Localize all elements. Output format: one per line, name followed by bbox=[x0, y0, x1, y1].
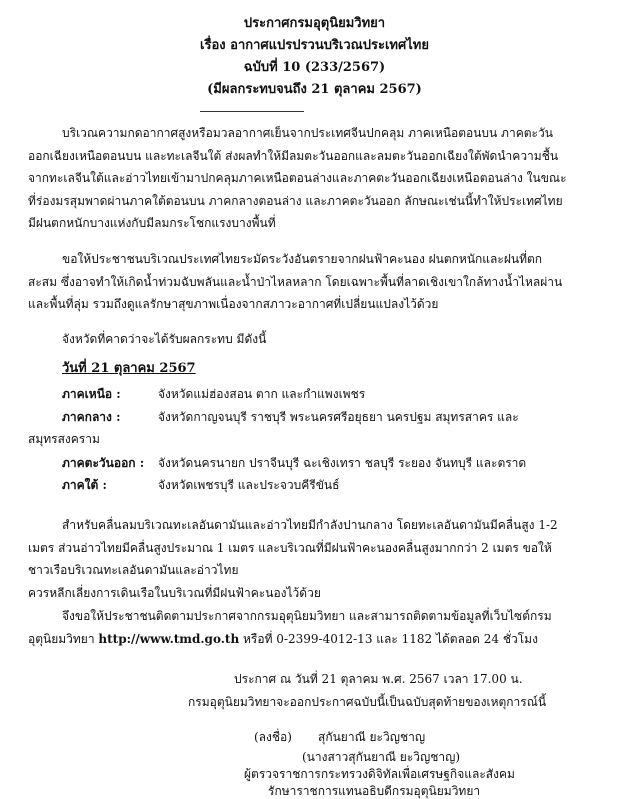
header-subject: เรื่อง อากาศแปรปรวนบริเวณประเทศไทย bbox=[200, 38, 429, 53]
para4-line3: ชาวเรือบริเวณทะเลอันดามันและอ่าวไทย bbox=[28, 563, 239, 577]
signature-name: สุกันยาณี ยะวิญชาญ bbox=[318, 730, 426, 744]
para1-line4: ที่ร่องมรสุมพาดผ่านภาคใต้ตอนบน ภาคกลางตอนล่าง และภาคตะวันออก ลักษณะเช่นนี้ทำให้ประเทศไทย bbox=[28, 194, 563, 208]
para2-line2: สะสม ซึ่งอาจทำให้เกิดน้ำท่วมฉับพลันและน้ำป่าไหลหลาก โดยเฉพาะพื้นที่ลาดเชิงเขาใกล้ทางน้ำไหลผ่าน bbox=[28, 275, 563, 289]
para4-line2: เมตร ส่วนอ่าวไทยมีคลื่นสูงประมาณ 1 เมตร และบริเวณที่มีฝนฟ้าคะนองคลื่นสูงมากกว่า 2 เมตร ขอให้ bbox=[28, 541, 552, 555]
final-notice-statement: กรมอุตุนิยมวิทยาจะออกประกาศฉบับนี้เป็นฉบับสุดท้ายของเหตุการณ์นี้ bbox=[188, 695, 547, 709]
header-effective-until: (มีผลกระทบจนถึง 21 ตุลาคม 2567) bbox=[207, 82, 422, 97]
header-issue-number: ฉบับที่ 10 (233/2567) bbox=[243, 60, 386, 75]
para4-line4: ควรหลีกเลี่ยงการเดินเรือในบริเวณที่มีฝนฟ้าคะนองไว้ด้วย bbox=[28, 586, 321, 600]
para5-line2-prefix: อุตุนิยมวิทยา bbox=[28, 632, 95, 646]
header-agency: ประกาศกรมอุตุนิยมวิทยา bbox=[243, 16, 386, 31]
para2-line1: ขอให้ประชาชนบริเวณประเทศไทยระมัดระวังอันตรายจากฝนฟ้าคะนอง ฝนตกหนักและฝนที่ตก bbox=[62, 252, 543, 266]
region-central-label: ภาคกลาง : bbox=[62, 410, 121, 424]
para1-line5: มีฝนตกหนักบางแห่งกับมีลมกระโชกแรงบางพื้นที่ bbox=[28, 216, 276, 230]
para5-line1: จึงขอให้ประชาชนติดตามประกาศจากกรมอุตุนิยมวิทยา และสามารถติดตามข้อมูลที่เว็บไซต์กรม bbox=[62, 609, 552, 623]
affected-provinces-intro: จังหวัดที่คาดว่าจะได้รับผลกระทบ มีดังนี้ bbox=[62, 332, 267, 346]
region-south-label: ภาคใต้ : bbox=[62, 478, 107, 492]
header-divider bbox=[200, 111, 304, 112]
region-north-provinces: จังหวัดแม่ฮ่องสอน ตาก และกำแพงเพชร bbox=[158, 387, 366, 401]
para5-line2 bbox=[28, 632, 538, 647]
para5-line2-contact: หรือที่ 0-2399-4012-13 และ 1182 ได้ตลอด 24 ชั่วโมง bbox=[243, 632, 538, 646]
signature-label: (ลงชื่อ) bbox=[254, 730, 292, 744]
signatory-position: ผู้ตรวจราชการกระทรวงดิจิทัลเพื่อเศรษฐกิจและสังคม bbox=[244, 767, 515, 781]
signatory-acting-position: รักษาราชการแทนอธิบดีกรมอุตุนิยมวิทยา bbox=[268, 784, 481, 798]
signatory-full-name: (นางสาวสุกันยาณี ยะวิญชาญ) bbox=[302, 750, 461, 764]
issued-date: ประกาศ ณ วันที่ 21 ตุลาคม พ.ศ. 2567 เวลา 17.00 น. bbox=[234, 672, 523, 686]
para1-line3: จากทะเลจีนใต้และอ่าวไทยเข้ามาปกคลุมภาคเหนือตอนล่างและภาคตะวันออกเฉียงเหนือตอนล่าง ในขณะ bbox=[28, 171, 567, 185]
para1-line2: ออกเฉียงเหนือตอนบน และทะเลจีนใต้ ส่งผลทำให้มีลมตะวันออกและลมตะวันออกเฉียงใต้พัดนำความชื้น bbox=[28, 149, 559, 163]
date-heading: วันที่ 21 ตุลาคม 2567 bbox=[62, 361, 196, 376]
region-central-provinces: จังหวัดกาญจนบุรี ราชบุรี พระนครศรีอยุธยา นครปฐม สมุทรสาคร และ bbox=[158, 410, 519, 424]
region-north-label: ภาคเหนือ : bbox=[62, 387, 121, 401]
para2-line3: และพื้นที่ลุ่ม รวมถึงดูแลรักษาสุขภาพเนื่องจากสภาวะอากาศที่เปลี่ยนแปลงไว้ด้วย bbox=[28, 297, 439, 311]
region-east-provinces: จังหวัดนครนายก ปราจีนบุรี ฉะเชิงเทรา ชลบุรี ระยอง จันทบุรี และตราด bbox=[158, 456, 527, 470]
para4-line1: สำหรับคลื่นลมบริเวณทะเลอันดามันและอ่าวไทยมีกำลังปานกลาง โดยทะเลอันดามันมีคลื่นสูง 1-2 bbox=[62, 518, 558, 532]
tmd-website-link[interactable]: http://www.tmd.go.th bbox=[98, 632, 240, 646]
region-east-label: ภาคตะวันออก : bbox=[62, 456, 145, 470]
region-central-provinces-cont: สมุทรสงคราม bbox=[28, 432, 100, 446]
para1-line1: บริเวณความกดอากาศสูงหรือมวลอากาศเย็นจากประเทศจีนปกคลุม ภาคเหนือตอนบน ภาคตะวัน bbox=[62, 126, 553, 140]
region-south-provinces: จังหวัดเพชรบุรี และประจวบคีรีขันธ์ bbox=[158, 478, 340, 492]
